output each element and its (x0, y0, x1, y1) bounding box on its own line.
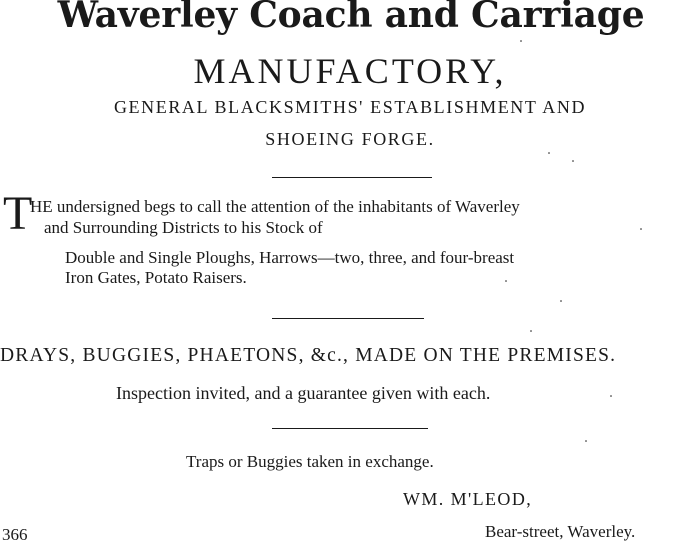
advertisement-title: Waverley Coach and Carriage (57, 0, 645, 36)
drop-cap-letter: T (3, 187, 33, 240)
stock-line-2: Iron Gates, Potato Raisers. (65, 268, 247, 287)
page-number: 366 (2, 525, 28, 544)
divider-rule (272, 177, 432, 178)
exchange-line: Traps or Buggies taken in exchange. (186, 452, 434, 471)
made-on-premises-line: DRAYS, BUGGIES, PHAETONS, &c., MADE ON THE PREMISES. (0, 345, 617, 366)
print-speck (505, 280, 507, 282)
print-speck (560, 300, 562, 302)
print-speck (520, 40, 522, 42)
print-speck (640, 228, 642, 230)
signature-name: WM. M'LEOD, (403, 489, 533, 509)
divider-rule (272, 428, 428, 429)
print-speck (530, 330, 532, 332)
inspection-line: Inspection invited, and a guarantee given with each. (116, 383, 491, 403)
advertisement-subtitle: MANUFACTORY, (193, 51, 507, 91)
establishment-line-2: SHOEING FORGE. (265, 129, 435, 149)
print-speck (585, 440, 587, 442)
intro-line-1: HE undersigned begs to call the attention of the inhabitants of Waverley (30, 197, 520, 216)
print-speck (548, 152, 550, 154)
print-speck (610, 395, 612, 397)
establishment-line-1: GENERAL BLACKSMITHS' ESTABLISHMENT AND (113, 97, 587, 117)
stock-line-1: Double and Single Ploughs, Harrows—two, three, and four-breast (65, 248, 515, 267)
print-speck (572, 160, 574, 162)
divider-rule (272, 318, 424, 319)
signature-address: Bear-street, Waverley. (485, 522, 636, 541)
intro-line-2: and Surrounding Districts to his Stock of (44, 218, 323, 237)
